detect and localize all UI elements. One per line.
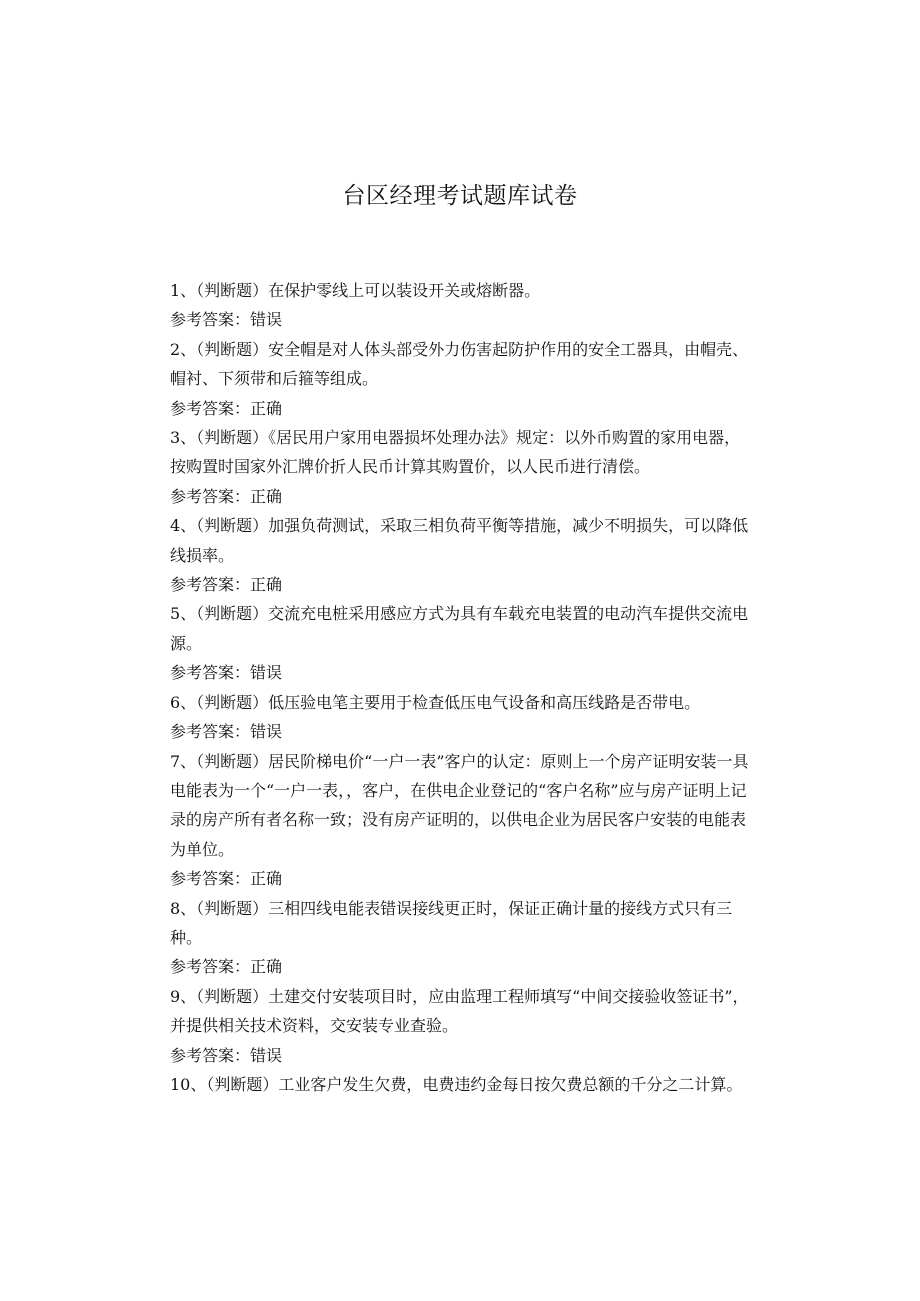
question-text: 5、（判断题）交流充电桩采用感应方式为具有车载充电装置的电动汽车提供交流电源。 [170, 604, 749, 653]
question-text: 7、（判断题）居民阶梯电价“一户一表”客户的认定：原则上一个房产证明安装一具电能表为一个“一户一表，，客户，在供电企业登记的“客户名称”应与房产证明上记录的房产所有者名称一致；没有房产证明的，以供电企业为居民客户安装的电能表为单位。 [170, 751, 749, 859]
question-item [170, 599, 750, 687]
reference-answer: 参考答案：正确 [170, 575, 283, 595]
question-list [170, 276, 750, 1099]
reference-answer: 参考答案：错误 [170, 722, 283, 742]
reference-answer: 参考答案：错误 [170, 310, 283, 330]
reference-answer: 参考答案：正确 [170, 486, 283, 506]
reference-answer: 参考答案：错误 [170, 1045, 283, 1065]
question-text: 8、（判断题）三相四线电能表错误接线更正时，保证正确计量的接线方式只有三种。 [170, 898, 733, 947]
question-text: 6、（判断题）低压验电笔主要用于检查低压电气设备和高压线路是否带电。 [170, 692, 701, 712]
reference-answer: 参考答案：正确 [170, 869, 283, 889]
question-item [170, 1070, 750, 1099]
question-item [170, 335, 750, 423]
reference-answer: 参考答案：错误 [170, 663, 283, 683]
question-text: 2、（判断题）安全帽是对人体头部受外力伤害起防护作用的安全工器具，由帽壳、帽衬、下须带和后箍等组成。 [170, 339, 749, 389]
question-item [170, 747, 750, 894]
question-item [170, 982, 750, 1070]
question-item [170, 276, 750, 335]
question-text: 4、（判断题）加强负荷测试，采取三相负荷平衡等措施，减少不明损失，可以降低线损率。 [170, 516, 749, 565]
reference-answer: 参考答案：正确 [170, 957, 283, 977]
reference-answer: 参考答案：正确 [170, 398, 283, 418]
question-text: 10、（判断题）工业客户发生欠费，电费违约金每日按欠费总额的千分之二计算。 [170, 1074, 743, 1094]
page-title: 台区经理考试题库试卷 [342, 183, 578, 209]
question-item [170, 511, 750, 599]
question-text: 3、（判断题）《居民用户家用电器损坏处理办法》规定：以外币购置的家用电器，按购置时国家外汇牌价折人民币计算其购置价，以人民币进行清偿。 [170, 428, 741, 477]
question-text: 1、（判断题）在保护零线上可以装设开关或熔断器。 [170, 281, 541, 300]
question-item [170, 688, 750, 747]
question-text: 9、（判断题）土建交付安装项目时，应由监理工程师填写“中间交接验收签证书”，并提供相关技术资料，交安装专业查验。 [170, 986, 749, 1036]
question-item [170, 894, 750, 982]
question-item [170, 423, 750, 511]
